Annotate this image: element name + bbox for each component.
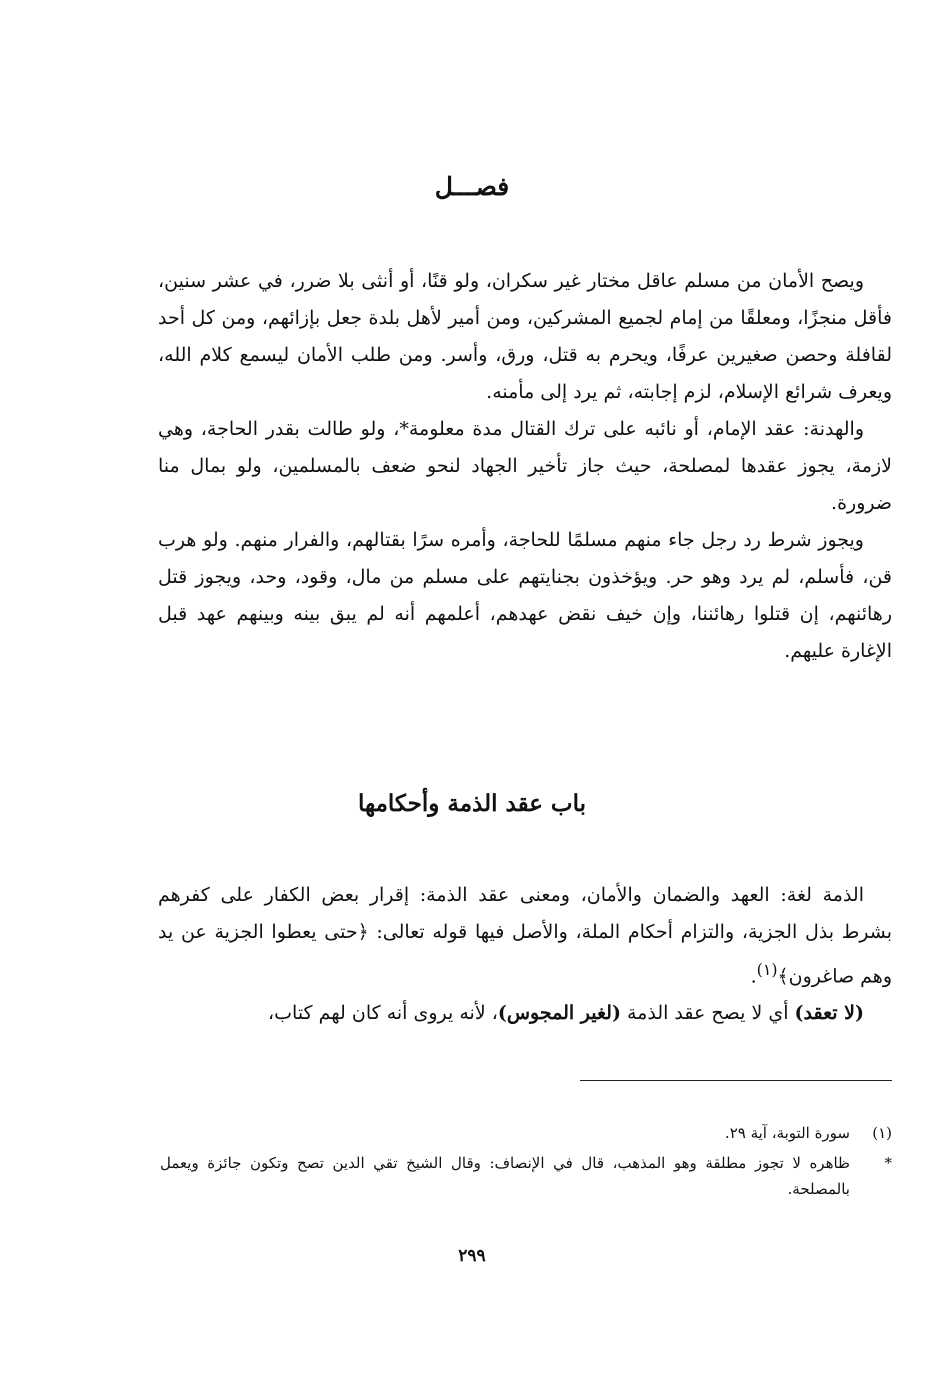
paragraph-truce: والهدنة: عقد الإمام، أو نائبه على ترك القتال مدة معلومة*، ولو طالت بقدر الحاجة، وهي لازمة، يجوز عقدها لمصلحة، حيث جاز تأخير الجهاد لنحو ضعف بالمسلمين، ولو بمال منا ضرورة. [158,418,892,514]
footnote-item [160,1150,892,1202]
footnote-separator [580,1080,892,1081]
page-number: ٢٩٩ [458,1246,486,1266]
footnote-reference: (١) [756,960,778,979]
paragraph-dhimma-conditions [158,995,892,1032]
paragraph-safe-conduct: ويصح الأمان من مسلم عاقل مختار غير سكران، ولو قنًا، أو أنثى بلا ضرر، في عشر سنين، فأقل منجزًا، ومعلقًا من إمام لجميع المشركين، ومن أمير لأهل بلدة جعل بإزائهم، ومن كل أحد لقافلة وحصن صغيرين عرفًا، ويحرم به قتل، ورق، وأسر. ومن طلب الأمان ليسمع كلام الله، ويعرف شرائع الإسلام، لزم إجابته، ثم يرد إلى مأمنه. [158,270,893,403]
paragraph-truce-conditions: ويجوز شرط رد رجل جاء منهم مسلمًا للحاجة، وأمره سرًا بقتالهم، والفرار منهم. ولو هرب قن، فأسلم، لم يرد وهو حر. ويؤخذون بجنايتهم على مسلم من مال، وقود، وحد، ويجوز قتل رهائنهم، إن قتلوا رهائننا، وإن خيف نقض عهدهم، أعلمهم أنه لم يبق بينه وبينهم عهد قبل الإغارة عليهم. [158,529,892,662]
sentence-end: . [750,965,757,988]
section-body [158,263,892,670]
chapter-title: باب عقد الذمة وأحكامها [358,790,586,817]
footnotes [160,1120,892,1206]
matn-term-ghayr-majus: (لغير المجوس) [497,1002,621,1025]
chapter-body [158,877,892,1032]
footnote-marker: (١) [872,1124,892,1142]
matn-term-la-tuaqad: (لا تعقد) [794,1002,864,1025]
footnote-marker: * [884,1154,892,1172]
commentary-text-end: ، لأنه يروى أنه كان لهم كتاب، [268,1002,498,1025]
section-title: فصـــل [434,172,510,201]
commentary-text: أي لا يصح عقد الذمة [620,1002,795,1025]
footnote-text: سورة التوبة، آية ٢٩. [724,1124,850,1142]
footnote-item [160,1120,892,1146]
paragraph-dhimma-definition [158,877,892,995]
footnote-text: ظاهره لا تجوز مطلقة وهو المذهب، قال في الإنصاف: وقال الشيخ تقي الدين تصح وتكون جائزة ويعمل بالمصلحة. [160,1154,850,1198]
definition-text: الذمة لغة: العهد والضمان والأمان، ومعنى عقد الذمة: إقرار بعض الكفار على كفرهم بشرط بذل الجزية، والتزام أحكام الملة، والأصل فيها قوله تعالى: ﴿حتى يعطوا الجزية عن يد وهم صاغرون﴾ [158,884,892,988]
